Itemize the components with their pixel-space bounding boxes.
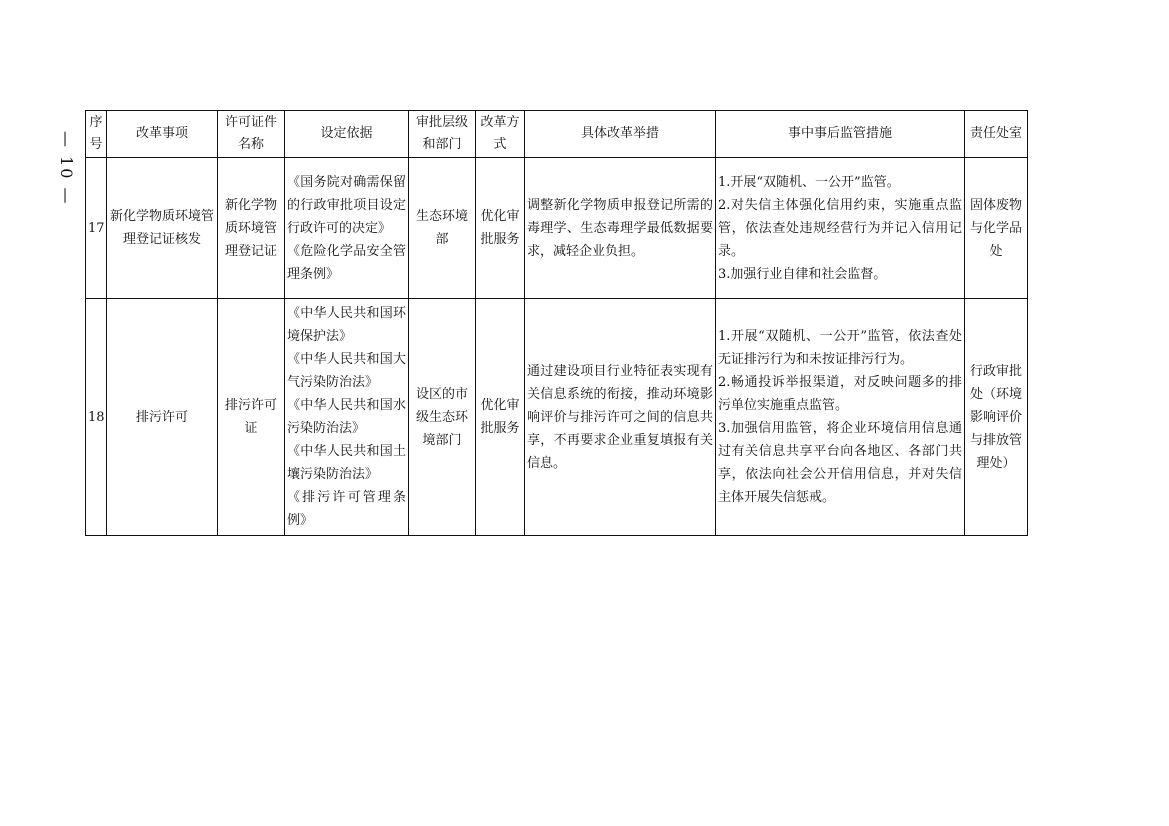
basis-line: 《中华人民共和国环境保护法》 — [287, 306, 406, 344]
cell-method: 优化审批服务 — [476, 158, 525, 299]
header-seq: 序号 — [86, 111, 107, 158]
cell-level: 生态环境部 — [409, 158, 476, 299]
cell-office: 固体废物与化学品处 — [965, 158, 1028, 299]
basis-line: 《中华人民共和国土壤污染防治法》 — [287, 444, 406, 482]
basis-line: 《国务院对确需保留的行政审批项目设定行政许可的决定》 — [287, 174, 406, 236]
supervision-line: 2.畅通投诉举报渠道，对反映问题多的排污单位实施重点监管。 — [718, 375, 962, 413]
cell-license: 排污许可证 — [218, 299, 285, 536]
basis-line: 《中华人民共和国大气污染防治法》 — [287, 352, 406, 390]
basis-line: 《中华人民共和国水污染防治法》 — [287, 398, 406, 436]
cell-basis — [285, 158, 409, 299]
header-item: 改革事项 — [107, 111, 218, 158]
cell-supervision — [716, 299, 965, 536]
cell-method: 优化审批服务 — [476, 299, 525, 536]
cell-measures: 通过建设项目行业特征表实现有关信息系统的衔接，推动环境影响评价与排污许可之间的信息共享，不再要求企业重复填报有关信息。 — [525, 299, 716, 536]
supervision-line: 2.对失信主体强化信用约束，实施重点监管，依法查处违规经营行为并记入信用记录。 — [718, 197, 962, 259]
header-level: 审批层级和部门 — [409, 111, 476, 158]
reform-table — [85, 110, 1028, 536]
cell-item: 新化学物质环境管理登记证核发 — [107, 158, 218, 299]
header-basis: 设定依据 — [285, 111, 409, 158]
cell-level: 设区的市级生态环境部门 — [409, 299, 476, 536]
cell-basis — [285, 299, 409, 536]
basis-line: 《危险化学品安全管理条例》 — [287, 243, 406, 282]
cell-seq: 18 — [86, 299, 107, 536]
header-measures: 具体改革举措 — [525, 111, 716, 158]
cell-item: 排污许可 — [107, 299, 218, 536]
cell-seq: 17 — [86, 158, 107, 299]
header-supervision: 事中事后监管措施 — [716, 111, 965, 158]
supervision-line: 1.开展“双随机、一公开”监管，依法查处无证排污行为和未按证排污行为。 — [718, 329, 962, 367]
supervision-line: 1.开展“双随机、一公开”监管。 — [718, 174, 900, 190]
cell-supervision — [716, 158, 965, 299]
basis-line: 《排污许可管理条例》 — [287, 490, 406, 528]
table-row — [86, 158, 1028, 299]
header-method: 改革方式 — [476, 111, 525, 158]
header-license: 许可证件名称 — [218, 111, 285, 158]
table-header-row — [86, 111, 1028, 158]
cell-license: 新化学物质环境管理登记证 — [218, 158, 285, 299]
header-office: 责任处室 — [965, 111, 1028, 158]
supervision-line: 3.加强信用监管，将企业环境信用信息通过有关信息共享平台向各地区、各部门共享，依法向社会公开信用信息，并对失信主体开展失信惩戒。 — [718, 421, 962, 505]
cell-office: 行政审批处（环境影响评价与排放管理处） — [965, 299, 1028, 536]
page-number: — 10 — — [57, 130, 76, 206]
supervision-line: 3.加强行业自律和社会监督。 — [718, 266, 887, 282]
table-row — [86, 299, 1028, 536]
cell-measures: 调整新化学物质申报登记所需的毒理学、生态毒理学最低数据要求，减轻企业负担。 — [525, 158, 716, 299]
